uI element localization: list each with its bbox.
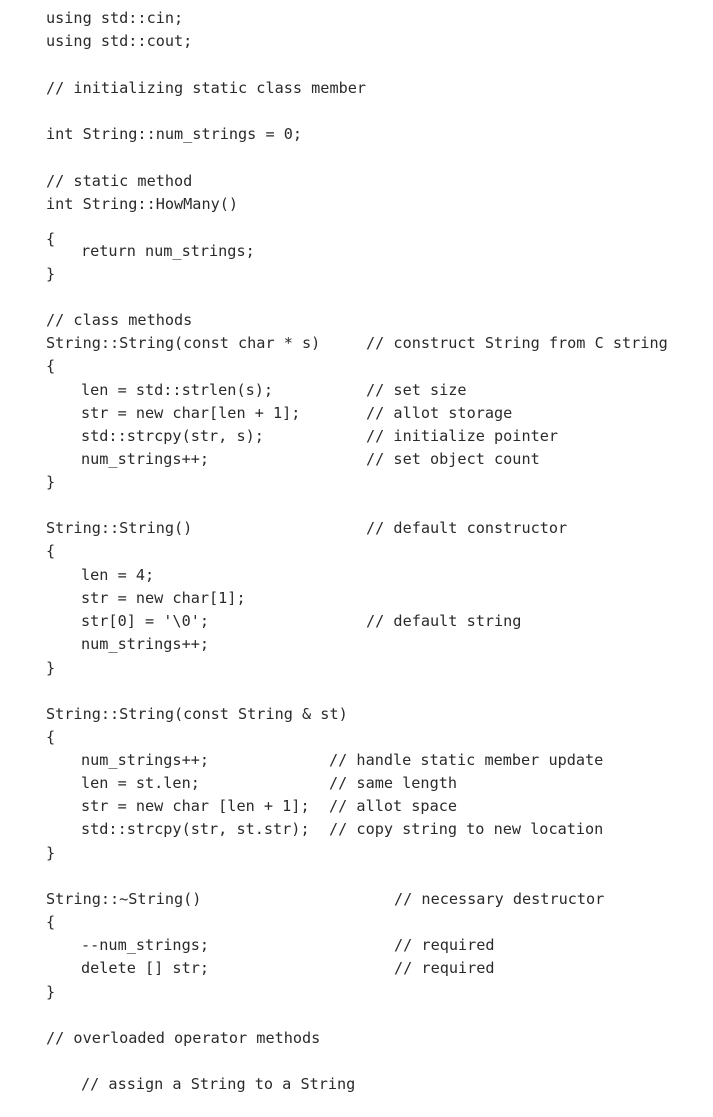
code-comment: // required xyxy=(394,959,495,977)
code-line: str = new char[len + 1]; xyxy=(81,404,301,422)
code-comment: // default string xyxy=(366,612,522,630)
code-line: using std::cout; xyxy=(46,32,193,50)
code-line: str = new char[1]; xyxy=(81,589,246,607)
code-comment: // overloaded operator methods xyxy=(46,1029,321,1047)
code-comment: // required xyxy=(394,936,495,954)
code-line: num_strings++; xyxy=(81,751,210,769)
code-line: { xyxy=(46,230,56,248)
code-comment: // same length xyxy=(329,774,458,792)
code-line: std::strcpy(str, st.str); xyxy=(81,820,310,838)
code-comment: // set object count xyxy=(366,450,540,468)
code-line: String::String(const String & st) xyxy=(46,705,348,723)
code-line: } xyxy=(46,473,56,491)
code-line: num_strings++; xyxy=(81,635,210,653)
code-line: { xyxy=(46,728,56,746)
code-line: } xyxy=(46,844,56,862)
code-comment: // necessary destructor xyxy=(394,890,605,908)
code-line: std::strcpy(str, s); xyxy=(81,427,264,445)
code-comment: // static method xyxy=(46,172,193,190)
code-line: len = std::strlen(s); xyxy=(81,381,274,399)
code-line: String::String(const char * s) xyxy=(46,334,321,352)
code-line: return num_strings; xyxy=(81,242,255,260)
code-line: } xyxy=(46,983,56,1001)
code-comment: // copy string to new location xyxy=(329,820,604,838)
code-line: } xyxy=(46,659,56,677)
code-line: { xyxy=(46,542,56,560)
code-line: String::String() xyxy=(46,519,193,537)
code-comment: // class methods xyxy=(46,311,193,329)
code-comment: // initializing static class member xyxy=(46,79,367,97)
code-line: len = 4; xyxy=(81,566,155,584)
code-comment: // default constructor xyxy=(366,519,568,537)
code-comment: // initialize pointer xyxy=(366,427,559,445)
code-comment: // set size xyxy=(366,381,467,399)
code-line: --num_strings; xyxy=(81,936,210,954)
code-comment: // allot storage xyxy=(366,404,513,422)
code-line: str[0] = '\0'; xyxy=(81,612,210,630)
code-comment: // allot space xyxy=(329,797,458,815)
code-line: delete [] str; xyxy=(81,959,210,977)
code-comment: // assign a String to a String xyxy=(81,1075,356,1093)
code-line: str = new char [len + 1]; xyxy=(81,797,310,815)
code-line: int String::num_strings = 0; xyxy=(46,125,303,143)
code-line: int String::HowMany() xyxy=(46,195,239,213)
code-line: using std::cin; xyxy=(46,9,184,27)
code-line: len = st.len; xyxy=(81,774,200,792)
code-comment: // handle static member update xyxy=(329,751,604,769)
code-line: { xyxy=(46,913,56,931)
code-line: { xyxy=(46,357,56,375)
code-line: String::~String() xyxy=(46,890,202,908)
code-line: } xyxy=(46,265,56,283)
code-comment: // construct String from C string xyxy=(366,334,668,352)
code-line: num_strings++; xyxy=(81,450,210,468)
